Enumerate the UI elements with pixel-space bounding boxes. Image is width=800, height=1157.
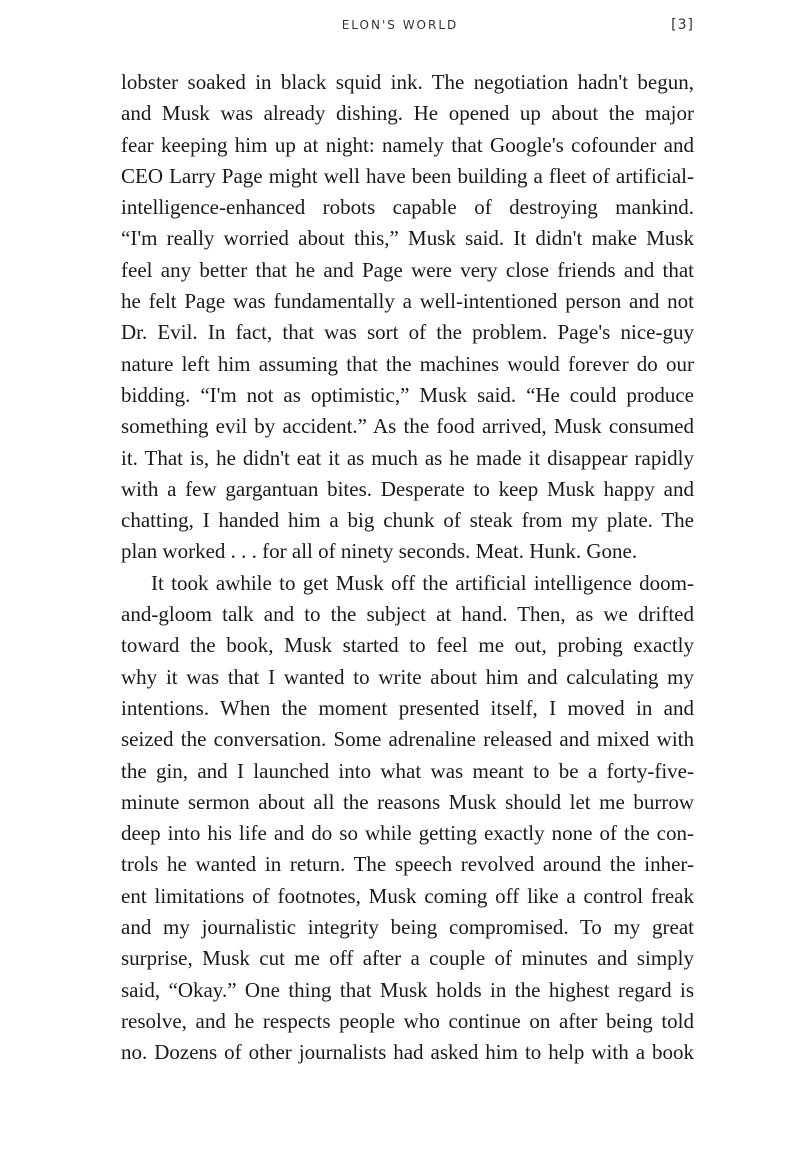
text-line: resolve, and he respects people who continue on after being told [121, 1008, 694, 1033]
text-line: It took awhile to get Musk off the artificial intelligence doom- [151, 570, 694, 595]
text-line: why it was that I wanted to write about him and calculating my [121, 664, 694, 689]
text-line: and Musk was already dishing. He opened up about the major [121, 101, 694, 126]
text-line: CEO Larry Page might well have been building a fleet of artificial- [121, 163, 694, 188]
text-line: bidding. “I'm not as optimistic,” Musk said. “He could produce [121, 382, 694, 407]
text-line: ent limitations of footnotes, Musk coming off like a control freak [121, 883, 694, 908]
text-line: toward the book, Musk started to feel me out, probing exactly [121, 633, 694, 658]
text-line: and my journalistic integrity being compromised. To my great [121, 915, 694, 940]
page-number: [3] [671, 17, 694, 33]
text-line: trols he wanted in return. The speech revolved around the inher- [121, 852, 694, 877]
text-line: and-gloom talk and to the subject at hand. Then, as we drifted [121, 602, 694, 627]
text-line: Dr. Evil. In fact, that was sort of the problem. Page's nice-guy [121, 320, 694, 345]
text-line: no. Dozens of other journalists had asked him to help with a book [121, 1040, 694, 1065]
text-line: with a few gargantuan bites. Desperate to keep Musk happy and [121, 476, 694, 501]
text-line: the gin, and I launched into what was meant to be a forty-five- [121, 758, 694, 783]
text-line: something evil by accident.” As the food arrived, Musk consumed [121, 414, 694, 439]
text-line: he felt Page was fundamentally a well-intentioned person and not [121, 289, 694, 314]
text-line: plan worked . . . for all of ninety seconds. Meat. Hunk. Gone. [121, 539, 638, 564]
text-line: fear keeping him up at night: namely that Google's cofounder and [121, 132, 694, 157]
body-text [121, 67, 694, 1069]
text-line: lobster soaked in black squid ink. The negotiation hadn't begun, [121, 70, 694, 94]
text-line: feel any better that he and Page were very close friends and that [121, 257, 694, 282]
text-line: said, “Okay.” One thing that Musk holds in the highest regard is [121, 977, 694, 1002]
text-line: nature left him assuming that the machines would forever do our [121, 351, 694, 376]
running-title: ELON'S WORLD [341, 18, 459, 32]
text-line: surprise, Musk cut me off after a couple of minutes and simply [121, 946, 694, 971]
text-line: deep into his life and do so while getting exactly none of the con- [121, 821, 694, 846]
text-line: intelligence-enhanced robots capable of destroying mankind. [121, 195, 694, 220]
text-line: minute sermon about all the reasons Musk should let me burrow [121, 789, 694, 814]
text-line: “I'm really worried about this,” Musk said. It didn't make Musk [121, 226, 694, 251]
text-line: it. That is, he didn't eat it as much as he made it disappear rapidly [121, 445, 694, 470]
text-line: intentions. When the moment presented itself, I moved in and [121, 695, 694, 720]
text-line: seized the conversation. Some adrenaline released and mixed with [121, 727, 694, 752]
running-head [0, 16, 800, 36]
text-line: chatting, I handed him a big chunk of steak from my plate. The [121, 508, 694, 533]
